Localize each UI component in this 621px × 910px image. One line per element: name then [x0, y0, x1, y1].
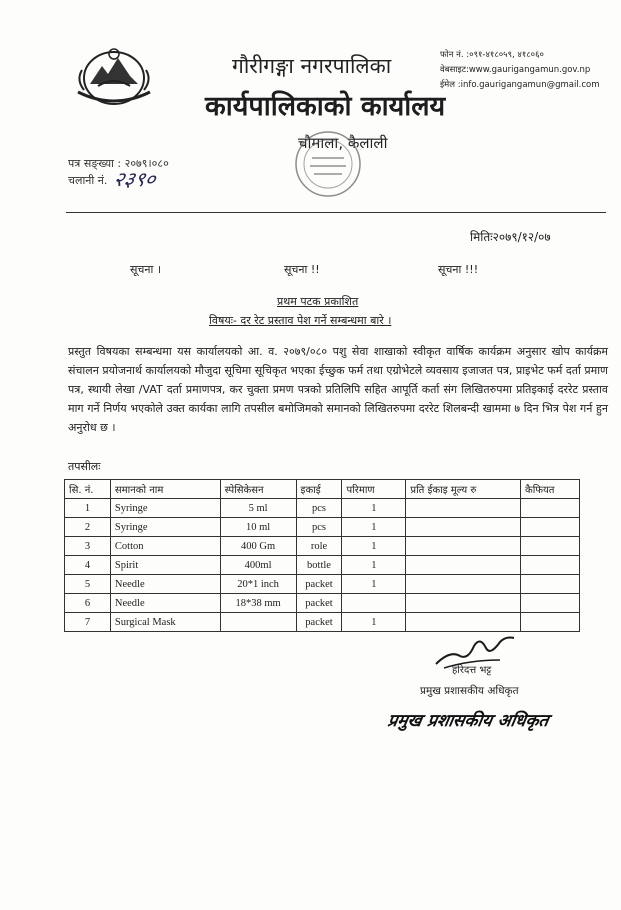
cell-quantity: 1 — [342, 537, 406, 556]
cell-unit: pcs — [296, 518, 342, 537]
email: ईमेल :info.gaurigangamun@gmail.com — [440, 80, 600, 90]
cell-remarks — [521, 575, 580, 594]
cell-unit: packet — [296, 594, 342, 613]
office-name: कार्यपालिकाको कार्यालय — [205, 91, 446, 122]
header-specification: स्पेसिकेसन — [220, 480, 296, 499]
letter-date: मितिः२०७९/१२/०७ — [470, 230, 551, 244]
cell-quantity: 1 — [342, 556, 406, 575]
cell-item-name: Spirit — [110, 556, 220, 575]
header-remarks: कैफियत — [521, 480, 580, 499]
municipality-name: गौरीगङ्गा नगरपालिका — [232, 54, 392, 78]
items-table — [64, 479, 580, 632]
designation-stamp: प्रमुख प्रशासकीय अधिकृत — [385, 711, 551, 731]
office-location: चौमाला, कैलाली — [298, 134, 388, 152]
dispatch-label: चलानी नं. — [68, 174, 108, 187]
cell-item-name: Needle — [110, 594, 220, 613]
cell-specification: 10 ml — [220, 518, 296, 537]
cell-unit-price — [406, 613, 521, 632]
cell-item-name: Cotton — [110, 537, 220, 556]
cell-quantity: 1 — [342, 613, 406, 632]
cell-unit: bottle — [296, 556, 342, 575]
cell-unit-price — [406, 556, 521, 575]
publication-note: प्रथम पटक प्रकाशित — [277, 295, 359, 308]
dispatch-number: २३९० — [111, 167, 159, 191]
letter-subject: विषयः- दर रेट प्रस्ताव पेश गर्ने सम्बन्धमा बारे । — [209, 314, 392, 327]
cell-specification: 400ml — [220, 556, 296, 575]
signatory-name: हरिदत्त भट्ट — [452, 665, 492, 676]
cell-quantity: 1 — [342, 518, 406, 537]
contact-block — [440, 48, 600, 93]
cell-remarks — [521, 613, 580, 632]
letter-number: पत्र सङ्ख्या : २०७९।०८० — [68, 157, 169, 170]
table-row — [65, 613, 580, 632]
notice-heading-1: सूचना । — [130, 263, 162, 276]
cell-unit-price — [406, 499, 521, 518]
cell-unit: packet — [296, 613, 342, 632]
table-row — [65, 537, 580, 556]
cell-quantity — [342, 594, 406, 613]
header-sn: सि. नं. — [65, 480, 111, 499]
cell-sn: 2 — [65, 518, 111, 537]
cell-item-name: Needle — [110, 575, 220, 594]
cell-quantity: 1 — [342, 575, 406, 594]
cell-unit-price — [406, 575, 521, 594]
office-seal-stamp — [292, 128, 364, 200]
cell-sn: 6 — [65, 594, 111, 613]
table-row — [65, 518, 580, 537]
cell-sn: 7 — [65, 613, 111, 632]
nepal-emblem-logo — [68, 40, 160, 110]
cell-sn: 5 — [65, 575, 111, 594]
cell-sn: 1 — [65, 499, 111, 518]
cell-item-name: Syringe — [110, 518, 220, 537]
header-item-name: समानको नाम — [110, 480, 220, 499]
signatory-post: प्रमुख प्रशासकीय अधिकृत — [420, 685, 519, 697]
cell-specification: 5 ml — [220, 499, 296, 518]
cell-specification — [220, 613, 296, 632]
details-label: तपसीलः — [68, 460, 101, 473]
header-quantity: परिमाण — [342, 480, 406, 499]
cell-unit-price — [406, 537, 521, 556]
table-row — [65, 575, 580, 594]
table-row — [65, 499, 580, 518]
cell-unit-price — [406, 518, 521, 537]
website: वेबसाइट:www.gaurigangamun.gov.np — [440, 65, 591, 75]
header-unit: इकाई — [296, 480, 342, 499]
phone-number: फोन नं. :०९१-४१८०५९, ४१८०६० — [440, 50, 544, 60]
header-divider — [66, 212, 606, 213]
notice-heading-2: सूचना !! — [284, 263, 320, 276]
table-row — [65, 594, 580, 613]
letter-body: प्रस्तुत विषयका सम्बन्धमा यस कार्यालयको आ. व. २०७९/०८० पशु सेवा शाखाको स्वीकृत वार्षिक कार्यक्रम अनुसार खोप कार्यक्रम संचालन प्रयोजनार्थ कार्यालयको मौजुदा सूचिमा सूचिकृत भएका ईच्छुक फर्म तथा एग्रोभेटले व्यवसाय इजाजत पत्र, प्राइभेट फर्म दर्ता प्रमाण पत्र, स्थायी लेखा /VAT दर्ता प्रमाणपत्र, कर चुक्ता प्रमण पत्रको प्रतिलिपि सहित आपूर्ति कर्ता संग लिखितरुपमा प्रतिइकाई दररेट प्रस्ताव माग गर्ने निर्णय भएकोले उक्त कार्यका लागि तपसील बमोजिमको समानको लिखितरुपमा दररेट शिलबन्दी खाममा ७ दिन भित्र पेश गर्न हुन अनुरोध छ । — [68, 345, 609, 434]
cell-remarks — [521, 537, 580, 556]
cell-unit: pcs — [296, 499, 342, 518]
cell-specification: 18*38 mm — [220, 594, 296, 613]
cell-unit: packet — [296, 575, 342, 594]
cell-sn: 4 — [65, 556, 111, 575]
table-header-row — [65, 480, 580, 499]
cell-remarks — [521, 499, 580, 518]
header-unit-price: प्रति ईकाइ मूल्य रु — [406, 480, 521, 499]
cell-quantity: 1 — [342, 499, 406, 518]
notice-heading-3: सूचना !!! — [438, 263, 479, 276]
cell-remarks — [521, 556, 580, 575]
cell-unit-price — [406, 594, 521, 613]
cell-item-name: Syringe — [110, 499, 220, 518]
cell-item-name: Surgical Mask — [110, 613, 220, 632]
cell-unit: role — [296, 537, 342, 556]
cell-sn: 3 — [65, 537, 111, 556]
cell-remarks — [521, 518, 580, 537]
table-row — [65, 556, 580, 575]
cell-specification: 400 Gm — [220, 537, 296, 556]
cell-specification: 20*1 inch — [220, 575, 296, 594]
cell-remarks — [521, 594, 580, 613]
